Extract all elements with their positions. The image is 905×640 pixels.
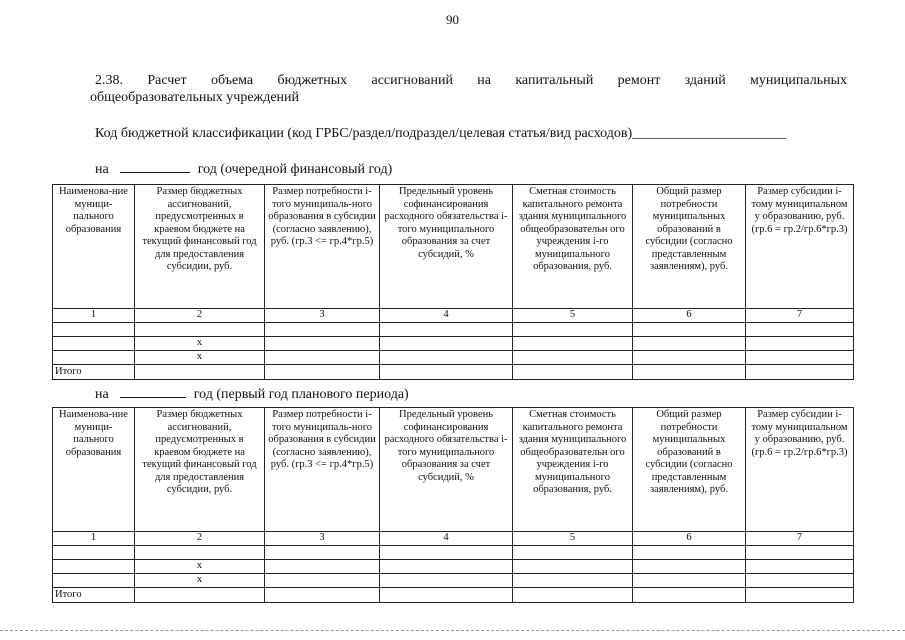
table-cell[interactable] (513, 574, 633, 588)
total-label: Итого (53, 588, 135, 603)
table-cell[interactable] (53, 337, 135, 351)
table-cell[interactable] (633, 588, 746, 603)
table-row (53, 574, 854, 588)
heading-word: объема (210, 73, 254, 88)
heading-line-2: общеобразовательных учреждений (90, 90, 300, 105)
year-prefix: на (95, 387, 109, 402)
table-cell[interactable] (380, 574, 513, 588)
table-cell[interactable] (135, 588, 265, 603)
column-number: 5 (513, 309, 633, 323)
table-cell[interactable] (633, 560, 746, 574)
table-header-row (53, 185, 854, 309)
year-suffix: год (первый год планового периода) (193, 387, 409, 402)
table-row (53, 323, 854, 337)
table-cell[interactable] (746, 337, 854, 351)
heading-word: на (477, 73, 492, 88)
budget-classification-code-line: Код бюджетной классификации (код ГРБС/раздел/подраздел/целевая статья/вид расходов)______________________ (95, 126, 787, 141)
table-cell[interactable] (53, 560, 135, 574)
table-cell[interactable] (380, 560, 513, 574)
table-cell[interactable]: x (135, 560, 265, 574)
table-cell[interactable] (513, 351, 633, 365)
header-cell: Общий размер потребности муниципальных образований в субсидии (согласно представленным заявлениям), руб. (633, 185, 746, 309)
table-cell[interactable] (746, 323, 854, 337)
header-cell: Предельный уровень софинансирования расходного обязательства i-того муниципального образования за счет субсидий, % (380, 185, 513, 309)
section-heading (90, 72, 847, 105)
table-cell[interactable] (633, 323, 746, 337)
table-cell[interactable] (135, 323, 265, 337)
total-row (53, 588, 854, 603)
table-row (53, 351, 854, 365)
table-cell[interactable] (135, 546, 265, 560)
table-cell[interactable] (513, 337, 633, 351)
page-number: 90 (446, 12, 459, 27)
table-row (53, 337, 854, 351)
table-cell[interactable] (135, 365, 265, 380)
column-number: 3 (265, 309, 380, 323)
table-cell[interactable]: x (135, 351, 265, 365)
table-cell[interactable] (53, 351, 135, 365)
header-cell: Наименова-ние муници-пального образования (53, 185, 135, 309)
year-suffix: год (очередной финансовый год) (197, 162, 393, 177)
heading-word: зданий (684, 73, 726, 88)
table-cell[interactable] (513, 588, 633, 603)
table-cell[interactable] (380, 323, 513, 337)
header-cell: Предельный уровень софинансирования расходного обязательства i-того муниципального образования за счет субсидий, % (380, 408, 513, 532)
table-cell[interactable] (633, 574, 746, 588)
year-blank-field[interactable] (120, 385, 186, 398)
year-blank-field[interactable] (120, 160, 190, 173)
column-number: 5 (513, 532, 633, 546)
heading-word: ассигнований (371, 73, 453, 88)
column-number: 6 (633, 532, 746, 546)
column-number: 6 (633, 309, 746, 323)
year-prefix: на (95, 162, 109, 177)
table-cell[interactable] (265, 588, 380, 603)
column-number: 2 (135, 532, 265, 546)
header-cell: Размер потребности i-того муниципаль-ного образования в субсидии (согласно заявлению), руб. (гр.3 <= гр.4*гр.5) (265, 408, 380, 532)
calculation-table-first-planning-year (52, 407, 854, 603)
header-cell: Размер бюджетных ассигнований, предусмотренных в краевом бюджете на текущий финансовый год для предоставления субсидии, руб. (135, 185, 265, 309)
calculation-table-current-year (52, 184, 854, 380)
page-bottom-divider (0, 630, 905, 631)
column-number: 4 (380, 309, 513, 323)
table-cell[interactable] (633, 546, 746, 560)
table-cell[interactable] (746, 574, 854, 588)
table-cell[interactable] (633, 351, 746, 365)
table-cell[interactable] (746, 546, 854, 560)
column-number: 4 (380, 532, 513, 546)
table-cell[interactable] (265, 365, 380, 380)
table-cell[interactable] (746, 351, 854, 365)
heading-word: ремонт (617, 73, 661, 88)
table-cell[interactable] (746, 365, 854, 380)
header-cell: Размер потребности i-того муниципаль-ного образования в субсидии (согласно заявлению), руб. (гр.3 <= гр.4*гр.5) (265, 185, 380, 309)
table-cell[interactable] (265, 351, 380, 365)
table-cell[interactable] (380, 351, 513, 365)
table-cell[interactable] (380, 588, 513, 603)
heading-word: 2.38. (95, 73, 123, 88)
header-cell: Общий размер потребности муниципальных образований в субсидии (согласно представленным заявлениям), руб. (633, 408, 746, 532)
table-cell[interactable] (53, 574, 135, 588)
table-cell[interactable] (380, 337, 513, 351)
header-cell: Размер субсидии i-тому муниципальном у образованию, руб. (гр.6 = гр.2/гр.6*гр.3) (746, 185, 854, 309)
table-cell[interactable] (513, 546, 633, 560)
table-header-row (53, 408, 854, 532)
table-cell[interactable] (53, 546, 135, 560)
table-cell[interactable] (265, 546, 380, 560)
heading-word: бюджетных (277, 73, 348, 88)
year-line-first-planning (95, 385, 409, 403)
table-cell[interactable] (380, 546, 513, 560)
table-cell[interactable] (746, 588, 854, 603)
table-cell[interactable] (513, 323, 633, 337)
header-cell: Сметная стоимость капитального ремонта здания муниципального общеобразовательн ого учреждения i-го муниципального образования, руб. (513, 408, 633, 532)
table-cell[interactable] (513, 560, 633, 574)
table-cell[interactable] (265, 560, 380, 574)
table-cell[interactable]: x (135, 337, 265, 351)
year-line-current (95, 160, 392, 178)
total-row (53, 365, 854, 380)
header-cell: Сметная стоимость капитального ремонта здания муниципального общеобразовательн ого учреждения i-го муниципального образования, руб. (513, 185, 633, 309)
table-cell[interactable] (633, 337, 746, 351)
column-number: 7 (746, 309, 854, 323)
heading-word: муниципальных (750, 73, 847, 88)
total-label: Итого (53, 365, 135, 380)
table-cell[interactable] (265, 574, 380, 588)
column-number: 1 (53, 309, 135, 323)
table-cell[interactable] (746, 560, 854, 574)
header-cell: Размер субсидии i-тому муниципальном у образованию, руб. (гр.6 = гр.2/гр.6*гр.3) (746, 408, 854, 532)
header-cell: Размер бюджетных ассигнований, предусмотренных в краевом бюджете на текущий финансовый год для предоставления субсидии, руб. (135, 408, 265, 532)
column-number-row (53, 309, 854, 323)
heading-word: капитальный (515, 73, 594, 88)
column-number: 2 (135, 309, 265, 323)
table-cell[interactable] (380, 365, 513, 380)
table-cell[interactable] (633, 365, 746, 380)
column-number-row (53, 532, 854, 546)
table-row (53, 560, 854, 574)
heading-line-1 (95, 72, 847, 89)
table-cell[interactable] (265, 323, 380, 337)
heading-word: Расчет (147, 73, 187, 88)
header-cell: Наименова-ние муници-пального образования (53, 408, 135, 532)
table-row (53, 546, 854, 560)
table-cell[interactable] (513, 365, 633, 380)
column-number: 7 (746, 532, 854, 546)
table-cell[interactable]: x (135, 574, 265, 588)
table-cell[interactable] (265, 337, 380, 351)
column-number: 1 (53, 532, 135, 546)
column-number: 3 (265, 532, 380, 546)
table-cell[interactable] (53, 323, 135, 337)
